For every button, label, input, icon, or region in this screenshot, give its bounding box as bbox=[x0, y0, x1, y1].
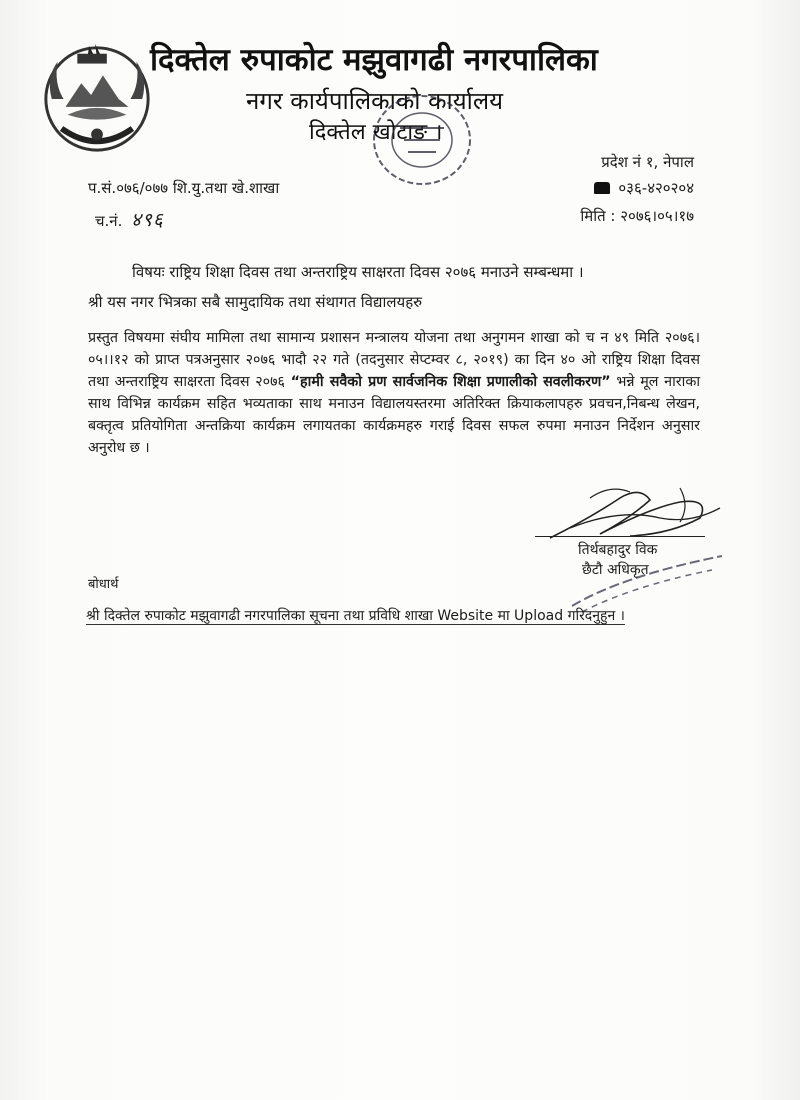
body-slogan: “हामी सवैको प्रण सार्वजनिक शिक्षा प्रणालीको सवलीकरण” bbox=[290, 374, 611, 390]
cc-recipient bbox=[86, 606, 625, 625]
letter-subject: विषयः राष्ट्रिय शिक्षा दिवस तथा अन्तराष्ट्रिय साक्षरता दिवस २०७६ मनाउने सम्बन्धमा । bbox=[132, 263, 584, 281]
letter-addressee: श्री यस नगर भित्रका सबै सामुदायिक तथा संथागत विद्यालयहरु bbox=[88, 293, 423, 311]
letter-date: मिति : २०७६।०५।१७ bbox=[580, 207, 694, 225]
reference-number: प.सं.०७६/०७७ शि.यु.तथा खे.शाखा bbox=[88, 179, 280, 197]
office-name-heading: दिक्तेल रुपाकोट मझुवागढी नगरपालिका bbox=[150, 42, 598, 78]
body-paragraph-part1: प्रस्तुत विषयमा संघीय मामिला तथा सामान्य प्रशासन मन्त्रालय योजना तथा अनुगमन शाखा को च न ४९ मिति २०७६।०५।।१२ को प्राप्त पत्रअनुसार २०७६ भादौ २२ गते (तदनुसार सेप्टम्वर ८, २०१९) का दिन ४० ओ राष्ट्रिय शिक्षा दिवस तथा अन्तराष्ट्रिय साक्षरता दिवस २०७६ bbox=[88, 330, 700, 390]
phone-value: ०३६-४२०२०४ bbox=[618, 179, 694, 197]
province-label: प्रदेश नं १, नेपाल bbox=[601, 153, 694, 171]
signature-line bbox=[535, 536, 705, 537]
dispatch-number bbox=[95, 206, 164, 232]
signatory-name: तिर्थबहादुर विक bbox=[578, 542, 658, 558]
phone-number bbox=[594, 178, 694, 198]
office-subheading: नगर कार्यपालिकाको कार्यालय bbox=[246, 87, 504, 115]
telephone-icon bbox=[594, 182, 610, 194]
cc-text: श्री दिक्तेल रुपाकोट मझुवागढी नगरपालिका सूचना तथा प्रविधि शाखा Website मा Upload गरिदनुहुन । bbox=[86, 608, 625, 624]
dispatch-value: ४९६ bbox=[131, 209, 164, 231]
cc-heading: बोधार्थ bbox=[88, 577, 119, 592]
dispatch-label: च.नं. bbox=[95, 212, 123, 230]
office-round-stamp-icon bbox=[360, 88, 480, 198]
letter-body bbox=[88, 327, 700, 459]
signatory-title: छैटौ अधिकृत bbox=[582, 562, 649, 578]
body-paragraph-part2: भन्ने मूल नाराका साथ विभिन्न कार्यक्रम सहित भव्यताका साथ मनाउन विद्यालयस्तरमा अतिरिक्त क्रियाकलापहरु प्रवचन,निबन्ध लेखन, बक्तृत्व प्रतियोगिता अन्तक्रिया कार्यक्रम लगायतका कार्यक्रमहरु गराई दिवस सफल रुपमा मनाउन निर्देशन अनुसार अनुरोध छ । bbox=[88, 374, 701, 456]
nepal-emblem-icon bbox=[38, 38, 156, 156]
office-location: दिक्तेल खोटाङ । bbox=[309, 120, 443, 145]
